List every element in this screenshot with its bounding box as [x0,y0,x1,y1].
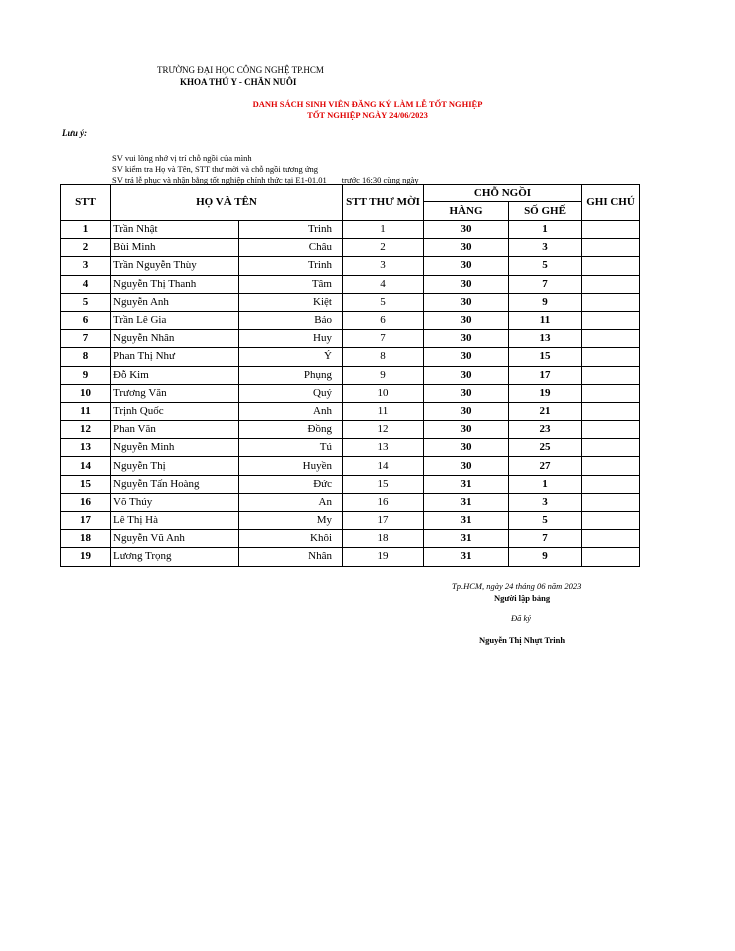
cell-seat-number: 7 [509,275,582,293]
place-date: Tp.HCM, ngày 24 tháng 06 năm 2023 [452,581,582,591]
header-seat-number: SỐ GHẾ [509,202,582,221]
table-row [61,421,640,439]
signed-status: Đã ký [511,613,532,623]
cell-seat-row: 30 [424,239,509,257]
cell-family-name: Phan Văn [111,421,239,439]
cell-seat-row: 30 [424,293,509,311]
table-row [61,221,640,239]
cell-invitation-number: 19 [343,548,424,566]
cell-family-name: Trần Lê Gia [111,311,239,329]
cell-seat-row: 30 [424,366,509,384]
table-row [61,366,640,384]
cell-note [582,384,640,402]
cell-stt: 11 [61,402,111,420]
cell-seat-number: 25 [509,439,582,457]
cell-family-name: Lương Trọng [111,548,239,566]
cell-family-name: Nguyễn Nhân [111,330,239,348]
header-note: GHI CHÚ [582,185,640,221]
cell-given-name: Phụng [239,366,343,384]
cell-seat-row: 31 [424,512,509,530]
cell-stt: 2 [61,239,111,257]
cell-note [582,348,640,366]
cell-given-name: Tâm [239,275,343,293]
cell-seat-row: 30 [424,257,509,275]
table-row [61,293,640,311]
cell-seat-number: 23 [509,421,582,439]
cell-invitation-number: 14 [343,457,424,475]
cell-invitation-number: 5 [343,293,424,311]
cell-seat-number: 7 [509,530,582,548]
cell-seat-row: 31 [424,530,509,548]
cell-invitation-number: 3 [343,257,424,275]
cell-seat-number: 21 [509,402,582,420]
table-row [61,348,640,366]
university-name: TRƯỜNG ĐẠI HỌC CÔNG NGHỆ TP.HCM [157,65,324,75]
cell-seat-number: 3 [509,239,582,257]
header-invitation-number: STT THƯ MỜI [343,185,424,221]
table-body [61,221,640,567]
table-row [61,548,640,566]
cell-given-name: Kiệt [239,293,343,311]
cell-note [582,275,640,293]
cell-family-name: Trương Văn [111,384,239,402]
cell-note [582,402,640,420]
cell-given-name: Huyền [239,457,343,475]
cell-stt: 4 [61,275,111,293]
cell-seat-number: 9 [509,548,582,566]
table-row [61,530,640,548]
cell-seat-number: 5 [509,512,582,530]
cell-given-name: Tú [239,439,343,457]
header-stt: STT [61,185,111,221]
cell-note [582,530,640,548]
cell-given-name: Bảo [239,311,343,329]
cell-given-name: Trinh [239,257,343,275]
cell-family-name: Đỗ Kim [111,366,239,384]
table-row [61,457,640,475]
table-row [61,475,640,493]
table-row [61,384,640,402]
cell-seat-row: 30 [424,384,509,402]
table-row [61,275,640,293]
table-row [61,493,640,511]
cell-seat-row: 30 [424,402,509,420]
note-line-text: SV trả lễ phục và nhận bằng tốt nghiệp chính thức tại E1-01.01 [112,175,327,185]
header-full-name: HỌ VÀ TÊN [111,185,343,221]
cell-seat-number: 27 [509,457,582,475]
cell-given-name: Châu [239,239,343,257]
cell-given-name: Quý [239,384,343,402]
cell-seat-row: 30 [424,348,509,366]
cell-invitation-number: 18 [343,530,424,548]
cell-invitation-number: 2 [343,239,424,257]
cell-family-name: Nguyễn Thị Thanh [111,275,239,293]
cell-note [582,512,640,530]
document-title: DANH SÁCH SINH VIÊN ĐĂNG KÝ LÀM LỄ TỐT NGHIỆP [252,99,483,109]
cell-stt: 13 [61,439,111,457]
cell-invitation-number: 17 [343,512,424,530]
header-row: HÀNG [424,202,509,221]
cell-stt: 5 [61,293,111,311]
table-row [61,330,640,348]
cell-family-name: Võ Thúy [111,493,239,511]
cell-given-name: Nhân [239,548,343,566]
cell-seat-row: 30 [424,311,509,329]
cell-family-name: Lê Thị Hà [111,512,239,530]
cell-note [582,257,640,275]
cell-stt: 6 [61,311,111,329]
cell-stt: 15 [61,475,111,493]
cell-invitation-number: 8 [343,348,424,366]
signer-name: Nguyễn Thị Nhựt Trinh [479,635,566,645]
cell-invitation-number: 7 [343,330,424,348]
cell-note [582,493,640,511]
cell-invitation-number: 16 [343,493,424,511]
maker-title: Người lập bảng [494,593,551,603]
cell-note [582,293,640,311]
note-line-time: trước 16:30 cùng ngày [341,175,419,185]
cell-invitation-number: 9 [343,366,424,384]
cell-stt: 17 [61,512,111,530]
cell-seat-number: 9 [509,293,582,311]
cell-seat-number: 19 [509,384,582,402]
student-seating-table [60,184,640,567]
cell-invitation-number: 11 [343,402,424,420]
table-row [61,239,640,257]
cell-given-name: Trinh [239,221,343,239]
cell-given-name: Đức [239,475,343,493]
note-line: SV vui lòng nhớ vị trí chỗ ngồi của mình [112,153,252,163]
cell-family-name: Trần Nguyễn Thùy [111,257,239,275]
cell-family-name: Nguyễn Anh [111,293,239,311]
table-row [61,402,640,420]
notes-label: Lưu ý: [62,128,88,138]
cell-invitation-number: 15 [343,475,424,493]
cell-seat-row: 30 [424,439,509,457]
cell-note [582,548,640,566]
note-line: SV kiểm tra Họ và Tên, STT thư mời và chỗ ngồi tương ứng [112,164,319,174]
table-row [61,512,640,530]
header-seat: CHỖ NGỒI [424,185,582,202]
document-subtitle: TỐT NGHIỆP NGÀY 24/06/2023 [307,110,428,120]
cell-stt: 10 [61,384,111,402]
cell-note [582,330,640,348]
cell-stt: 12 [61,421,111,439]
cell-seat-row: 30 [424,421,509,439]
cell-given-name: Ý [239,348,343,366]
cell-note [582,366,640,384]
cell-seat-row: 31 [424,475,509,493]
cell-stt: 9 [61,366,111,384]
cell-stt: 18 [61,530,111,548]
cell-family-name: Bùi Minh [111,239,239,257]
cell-stt: 3 [61,257,111,275]
cell-seat-number: 1 [509,475,582,493]
cell-family-name: Phan Thị Như [111,348,239,366]
cell-invitation-number: 6 [343,311,424,329]
table-row [61,439,640,457]
cell-family-name: Trần Nhật [111,221,239,239]
cell-seat-number: 13 [509,330,582,348]
cell-note [582,221,640,239]
cell-family-name: Nguyễn Thị [111,457,239,475]
cell-stt: 14 [61,457,111,475]
cell-invitation-number: 13 [343,439,424,457]
cell-invitation-number: 4 [343,275,424,293]
cell-given-name: Anh [239,402,343,420]
table-row [61,311,640,329]
cell-family-name: Nguyễn Minh [111,439,239,457]
cell-note [582,421,640,439]
cell-seat-number: 3 [509,493,582,511]
cell-seat-row: 30 [424,330,509,348]
cell-invitation-number: 1 [343,221,424,239]
cell-seat-number: 17 [509,366,582,384]
cell-stt: 7 [61,330,111,348]
cell-note [582,475,640,493]
cell-seat-number: 1 [509,221,582,239]
cell-given-name: Khôi [239,530,343,548]
cell-family-name: Nguyễn Vũ Anh [111,530,239,548]
cell-seat-row: 31 [424,548,509,566]
cell-given-name: Huy [239,330,343,348]
cell-family-name: Trịnh Quốc [111,402,239,420]
cell-note [582,439,640,457]
cell-seat-number: 5 [509,257,582,275]
cell-note [582,311,640,329]
cell-invitation-number: 12 [343,421,424,439]
cell-stt: 19 [61,548,111,566]
cell-seat-row: 31 [424,493,509,511]
cell-seat-row: 30 [424,457,509,475]
cell-given-name: Đồng [239,421,343,439]
cell-invitation-number: 10 [343,384,424,402]
cell-seat-number: 15 [509,348,582,366]
cell-seat-number: 11 [509,311,582,329]
cell-given-name: My [239,512,343,530]
cell-given-name: An [239,493,343,511]
cell-seat-row: 30 [424,275,509,293]
cell-stt: 8 [61,348,111,366]
cell-stt: 1 [61,221,111,239]
cell-family-name: Nguyễn Tấn Hoàng [111,475,239,493]
table-row [61,257,640,275]
cell-seat-row: 30 [424,221,509,239]
faculty-name: KHOA THÚ Y - CHĂN NUÔI [180,77,297,87]
cell-note [582,457,640,475]
cell-note [582,239,640,257]
cell-stt: 16 [61,493,111,511]
